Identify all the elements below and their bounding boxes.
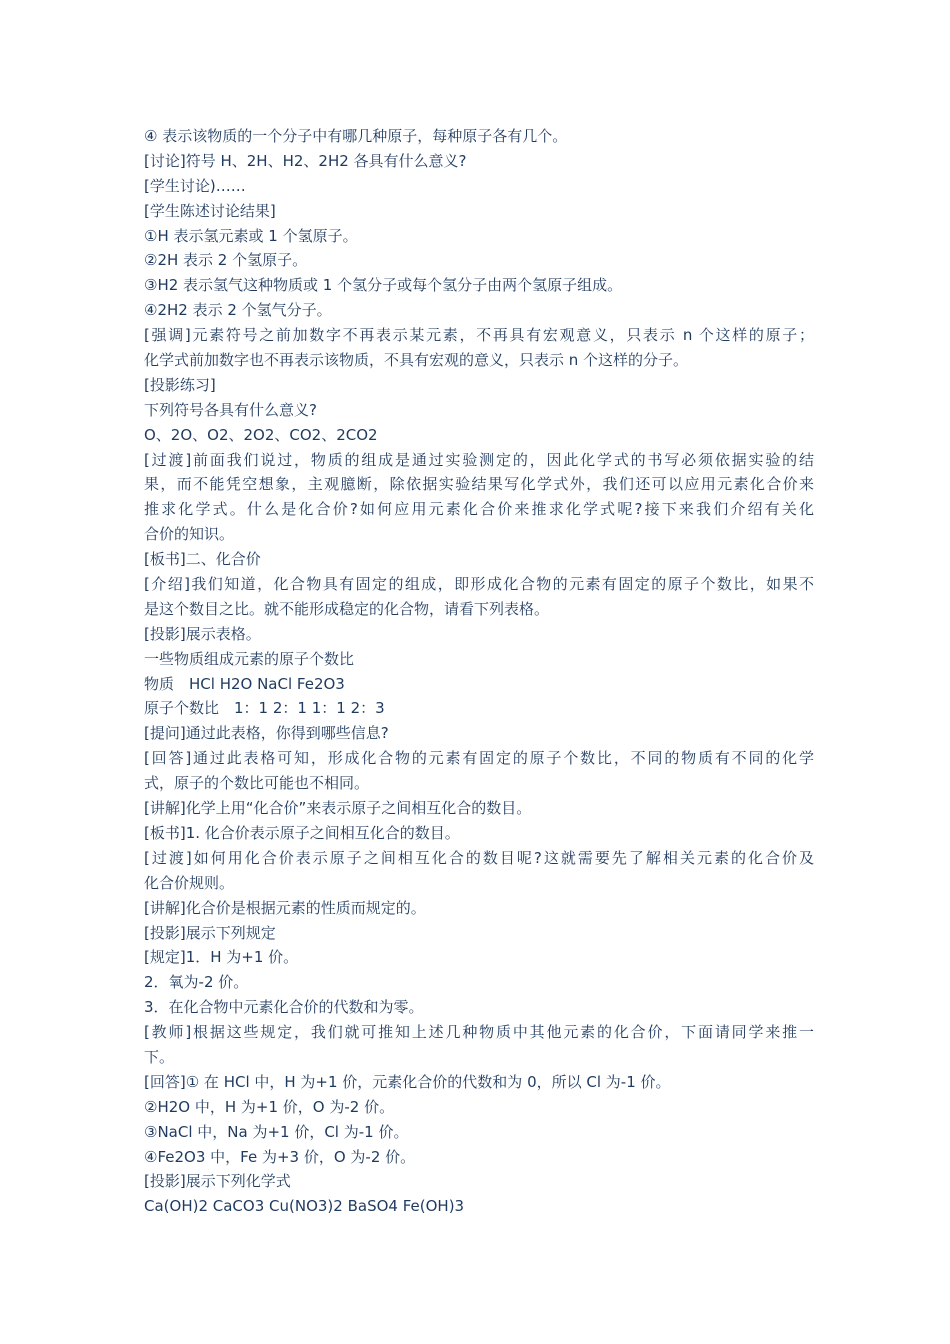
text-line: 式，原子的个数比可能也不相同。 (144, 774, 370, 793)
text-line: 2．氧为-2 价。 (144, 973, 249, 992)
text-line: ②2H 表示 2 个氢原子。 (144, 251, 308, 270)
text-line: 3．在化合物中元素化合价的代数和为零。 (144, 998, 424, 1017)
text-line: 下。 (144, 1047, 175, 1066)
text-line: [规定]1．H 为+1 价。 (144, 948, 299, 967)
text-line: [讨论]符号 H、2H、H2、2H2 各具有什么意义? (144, 151, 467, 170)
text-line: ③NaCl 中，Na 为+1 价，Cl 为-1 价。 (144, 1122, 409, 1141)
text-line: [投影]展示表格。 (144, 624, 261, 643)
text-line: 原子个数比 1：1 2：1 1：1 2：3 (144, 699, 385, 718)
text-line: [过渡]前面我们说过，物质的组成是通过实验测定的，因此化学式的书写必须依据实验的结 (144, 450, 814, 469)
text-line: [教师]根据这些规定，我们就可推知上述几种物质中其他元素的化合价，下面请同学来推一 (144, 1023, 814, 1042)
text-line: [回答]通过此表格可知，形成化合物的元素有固定的原子个数比，不同的物质有不同的化学 (144, 749, 814, 768)
text-line: ③H2 表示氢气这种物质或 1 个氢分子或每个氢分子由两个氢原子组成。 (144, 276, 623, 295)
text-line: Ca(OH)2 CaCO3 Cu(NO3)2 BaSO4 Fe(OH)3 (144, 1197, 465, 1216)
text-line: [学生讨论)…… (144, 176, 246, 195)
text-line: [讲解]化合价是根据元素的性质而规定的。 (144, 898, 426, 917)
text-line: [回答]① 在 HCl 中，H 为+1 价，元素化合价的代数和为 0，所以 Cl 为-1 价。 (144, 1072, 671, 1091)
text-line: 推求化学式。什么是化合价?如何应用元素化合价来推求化学式呢?接下来我们介绍有关化 (144, 500, 814, 519)
text-line: 物质 HCl H2O NaCl Fe2O3 (144, 674, 345, 693)
text-line: ②H2O 中，H 为+1 价，O 为-2 价。 (144, 1097, 395, 1116)
text-line: 一些物质组成元素的原子个数比 (144, 649, 355, 668)
text-line: O、2O、O2、2O2、CO2、2CO2 (144, 425, 378, 444)
text-line: [提问]通过此表格，你得到哪些信息? (144, 724, 389, 743)
text-line: [介绍]我们知道，化合物具有固定的组成，即形成化合物的元素有固定的原子个数比，如果不 (144, 575, 814, 594)
text-line: [讲解]化学上用“化合价”来表示原子之间相互化合的数目。 (144, 799, 532, 818)
text-line: 果，而不能凭空想象，主观臆断，除依据实验结果写化学式外，我们还可以应用元素化合价来 (144, 475, 814, 494)
text-line: ④Fe2O3 中，Fe 为+3 价，O 为-2 价。 (144, 1147, 416, 1166)
text-line: 是这个数目之比。就不能形成稳定的化合物，请看下列表格。 (144, 599, 550, 618)
document-body (144, 124, 814, 1219)
text-line: [学生陈述讨论结果] (144, 201, 276, 220)
text-line: ④2H2 表示 2 个氢气分子。 (144, 301, 332, 320)
text-line: [板书]1. 化合价表示原子之间相互化合的数目。 (144, 823, 460, 842)
text-line: ①H 表示氢元素或 1 个氢原子。 (144, 226, 358, 245)
text-line: 下列符号各具有什么意义? (144, 400, 317, 419)
text-line: 化学式前加数字也不再表示该物质，不具有宏观的意义，只表示 n 个这样的分子。 (144, 351, 689, 370)
text-line: [强调]元素符号之前加数字不再表示某元素，不再具有宏观意义，只表示 n 个这样的原子； (144, 326, 814, 345)
text-line: [投影练习] (144, 375, 216, 394)
text-line: [板书]二、化合价 (144, 550, 261, 569)
text-line: 合价的知识。 (144, 525, 235, 544)
text-line: [投影]展示下列化学式 (144, 1172, 291, 1191)
text-line: 化合价规则。 (144, 873, 235, 892)
text-line: ④ 表示该物质的一个分子中有哪几种原子，每种原子各有几个。 (144, 127, 568, 145)
text-line: [过渡]如何用化合价表示原子之间相互化合的数目呢?这就需要先了解相关元素的化合价及 (144, 848, 814, 867)
text-line: [投影]展示下列规定 (144, 923, 276, 942)
